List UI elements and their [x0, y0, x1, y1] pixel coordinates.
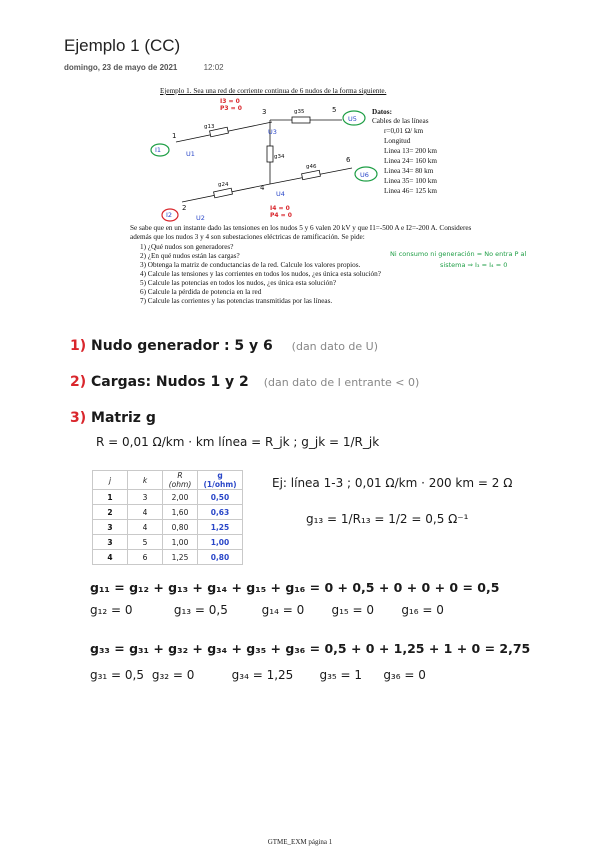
voltage-label-u1: U1: [186, 150, 195, 158]
node-label-6: 6: [346, 156, 351, 164]
section-number: 1): [70, 338, 87, 354]
table-cell: 1,25: [198, 520, 243, 535]
question-item: 3) Obtenga la matriz de conductancias de la red. Calcule los valores propios.: [140, 261, 361, 269]
g3x-terms: [90, 668, 426, 682]
question-item: 5) Calcule las potencias en todos los nudos, ¿es única esta solución?: [140, 279, 337, 287]
table-cell: 2: [93, 505, 128, 520]
line-label-g24: g24: [218, 182, 229, 188]
column-header: k: [128, 471, 163, 490]
g-term: g₃₄ = 1,25: [231, 668, 294, 682]
datos-line: Longitud: [384, 137, 411, 145]
table-cell: 1,60: [163, 505, 198, 520]
g1x-terms: [90, 603, 444, 617]
line-label-g46: g46: [306, 164, 317, 170]
voltage-label-u6: U6: [360, 171, 369, 179]
node-label-5: 5: [332, 106, 337, 114]
resistance-formula: R = 0,01 Ω/km · km línea = R_jk ; g_jk = 1/R_jk: [96, 435, 380, 449]
datos-line: Linea 13= 200 km: [384, 147, 437, 155]
page-time: 12:02: [203, 63, 224, 72]
voltage-label-u2: U2: [196, 214, 205, 222]
datos-title: Datos:: [372, 108, 392, 116]
datos-line: Cables de las líneas: [372, 117, 429, 125]
note-i3: I3 = 0: [220, 98, 240, 105]
datos-line: Linea 34= 80 km: [384, 167, 434, 175]
section-3: [70, 410, 156, 426]
table-cell: 0,50: [198, 490, 243, 505]
page-date: domingo, 23 de mayo de 2021: [64, 63, 178, 72]
g-term: g₁₅ = 0: [331, 603, 375, 617]
g-term: g₃₁ = 0,5: [90, 668, 145, 682]
note-i4: I4 = 0: [270, 205, 290, 212]
table-row: [93, 520, 243, 535]
table-cell: 4: [93, 550, 128, 565]
question-item: 2) ¿En qué nudos están las cargas?: [140, 252, 240, 260]
column-header: j: [93, 471, 128, 490]
table-row: [93, 550, 243, 565]
question-item: 1) ¿Qué nudos son generadores?: [140, 243, 234, 251]
g-term: g₁₆ = 0: [401, 603, 444, 617]
page-footer: GTME_EXM página 1: [267, 838, 333, 846]
note-p3: P3 = 0: [220, 105, 242, 112]
g-term: g₃₆ = 0: [383, 668, 426, 682]
column-header: R (ohm): [163, 471, 198, 490]
printed-problem: [130, 84, 527, 316]
table-row: [93, 490, 243, 505]
table-cell: 1,00: [198, 535, 243, 550]
node-label-3: 3: [262, 108, 267, 116]
resistor-24: [214, 188, 233, 198]
voltage-label-u5: U5: [348, 115, 357, 123]
problem-paragraph: además que los nudos 3 y 4 son subestaciones eléctricas de ramificación. Se pide:: [130, 233, 365, 241]
table-cell: 3: [128, 490, 163, 505]
datos-line: Linea 35= 100 km: [384, 177, 437, 185]
datos-line: r=0,01 Ω/ km: [384, 127, 424, 135]
section-text: Matriz g: [91, 410, 156, 426]
g-term: g₃₂ = 0: [151, 668, 195, 682]
resistor-35: [292, 117, 310, 123]
question-item: 6) Calcule la pérdida de potencia en la red: [140, 288, 262, 296]
section-number: 3): [70, 410, 87, 426]
network-diagram: [142, 98, 382, 238]
node-label-4: 4: [260, 184, 265, 192]
section-aside: (dan dato de U): [291, 340, 379, 353]
node-label-1: 1: [172, 132, 177, 140]
green-annotation: sistema ⇒ I₃ = I₄ = 0: [440, 261, 508, 269]
conductance-table: [92, 470, 243, 565]
section-text: Cargas: Nudos 1 y 2: [91, 374, 249, 390]
table-cell: 1,00: [163, 535, 198, 550]
line-label-g35: g35: [294, 109, 305, 115]
table-cell: 6: [128, 550, 163, 565]
table-cell: 4: [128, 520, 163, 535]
table-cell: 1,25: [163, 550, 198, 565]
current-label-i2: I2: [166, 211, 173, 219]
table-cell: 0,80: [163, 520, 198, 535]
column-header: g (1/ohm): [198, 471, 243, 490]
section-text: Nudo generador : 5 y 6: [91, 338, 273, 354]
example-line: Ej: línea 1-3 ; 0,01 Ω/km · 200 km = 2 Ω: [272, 476, 513, 490]
problem-paragraph: Se sabe que en un instante dado las tensiones en los nudos 5 y 6 valen 20 kV y que I1=-500 A e I2=-200 A. Consideres: [130, 224, 472, 232]
table-cell: 5: [128, 535, 163, 550]
page-title: Ejemplo 1 (CC): [64, 36, 181, 55]
g-term: g₁₃ = 0,5: [173, 603, 228, 617]
section-2: [70, 374, 419, 390]
datos-line: Linea 46= 125 km: [384, 187, 437, 195]
table-cell: 3: [93, 520, 128, 535]
g-term: g₁₂ = 0: [90, 603, 133, 617]
g-term: g₃₅ = 1: [319, 668, 363, 682]
problem-heading: Ejemplo 1. Sea una red de corriente continua de 6 nudos de la forma siguiente.: [160, 87, 387, 95]
datos-line: Linea 24= 160 km: [384, 157, 437, 165]
example-g13: g₁₃ = 1/R₁₃ = 1/2 = 0,5 Ω⁻¹: [306, 512, 469, 526]
section-aside: (dan dato de I entrante < 0): [263, 376, 420, 389]
table-row: [93, 535, 243, 550]
section-1: [70, 338, 378, 354]
page-timestamp: [64, 63, 224, 72]
voltage-label-u4: U4: [276, 190, 285, 198]
question-item: 7) Calcule las corrientes y las potencias transmitidas por las líneas.: [140, 297, 333, 305]
question-item: 4) Calcule las tensiones y las corrientes en todos los nudos, ¿es única esta solución?: [140, 270, 381, 278]
table-cell: 0,63: [198, 505, 243, 520]
g33-equation: g₃₃ = g₃₁ + g₃₂ + g₃₄ + g₃₅ + g₃₆ = 0,5 + 0 + 1,25 + 1 + 0 = 2,75: [90, 641, 531, 656]
green-annotation: Ni consumo ni generación = No entra P al: [390, 250, 527, 258]
table-cell: 3: [93, 535, 128, 550]
table-cell: 4: [128, 505, 163, 520]
note-p4: P4 = 0: [270, 212, 292, 219]
node-label-2: 2: [182, 204, 187, 212]
section-number: 2): [70, 374, 87, 390]
g-term: g₁₄ = 0: [261, 603, 305, 617]
resistor-46: [302, 170, 321, 179]
current-label-i1: I1: [155, 146, 162, 154]
voltage-label-u3: U3: [268, 128, 277, 136]
table-cell: 0,80: [198, 550, 243, 565]
table-header-row: [93, 471, 243, 490]
line-label-g13: g13: [204, 124, 215, 130]
table-row: [93, 505, 243, 520]
table-cell: 1: [93, 490, 128, 505]
g11-equation: g₁₁ = g₁₂ + g₁₃ + g₁₄ + g₁₅ + g₁₆ = 0 + 0,5 + 0 + 0 + 0 = 0,5: [90, 580, 500, 595]
resistor-34: [267, 146, 273, 162]
line-label-g34: g34: [274, 154, 285, 160]
table-cell: 2,00: [163, 490, 198, 505]
